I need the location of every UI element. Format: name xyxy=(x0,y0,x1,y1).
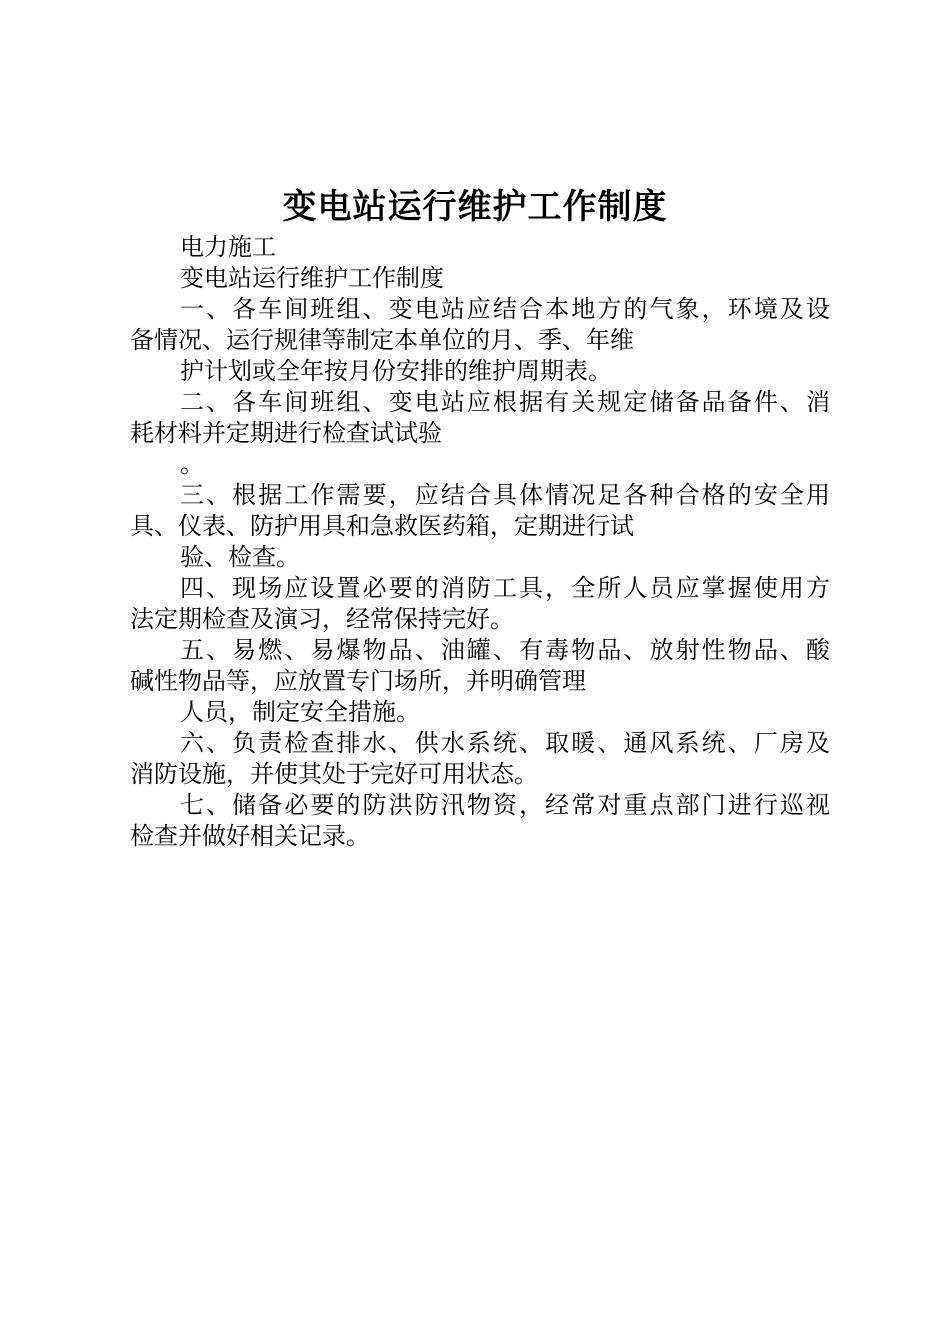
paragraph-line: 具、仪表、防护用具和急救医药箱，定期进行试 xyxy=(130,512,634,540)
paragraph-line: 二、各车间班组、变电站应根据有关规定储备品备件、消 xyxy=(180,388,830,416)
paragraph-line: 验、检查。 xyxy=(180,543,300,571)
paragraph-line: 四、现场应设置必要的消防工具，全所人员应掌握使用方 xyxy=(180,574,830,602)
paragraph-line: 人员，制定安全措施。 xyxy=(180,698,420,726)
paragraph-line: 五、易燃、易爆物品、油罐、有毒物品、放射性物品、酸 xyxy=(180,636,830,664)
paragraph-line: 备情况、运行规律等制定本单位的月、季、年维 xyxy=(130,326,634,354)
document-title: 变电站运行维护工作制度 xyxy=(282,187,668,227)
paragraph-line: 。 xyxy=(180,450,204,478)
paragraph-line: 法定期检查及演习，经常保持完好。 xyxy=(130,605,514,633)
document-body xyxy=(130,232,830,852)
paragraph-line: 护计划或全年按月份安排的维护周期表。 xyxy=(180,357,612,385)
paragraph-line: 碱性物品等，应放置专门场所，并明确管理 xyxy=(130,667,586,695)
paragraph-line: 三、根据工作需要，应结合具体情况足各种合格的安全用 xyxy=(180,481,830,509)
paragraph-line: 一、各车间班组、变电站应结合本地方的气象，环境及设 xyxy=(180,295,830,323)
paragraph-line: 变电站运行维护工作制度 xyxy=(180,264,444,292)
paragraph-line: 六、负责检查排水、供水系统、取暖、通风系统、厂房及 xyxy=(180,729,830,757)
paragraph-line: 七、储备必要的防洪防汛物资，经常对重点部门进行巡视 xyxy=(180,791,830,819)
paragraph-line: 消防设施，并使其处于完好可用状态。 xyxy=(130,760,538,788)
paragraph-line: 电力施工 xyxy=(180,233,276,261)
paragraph-line: 检查并做好相关记录。 xyxy=(130,822,370,850)
paragraph-line: 耗材料并定期进行检查试试验 xyxy=(130,419,442,447)
